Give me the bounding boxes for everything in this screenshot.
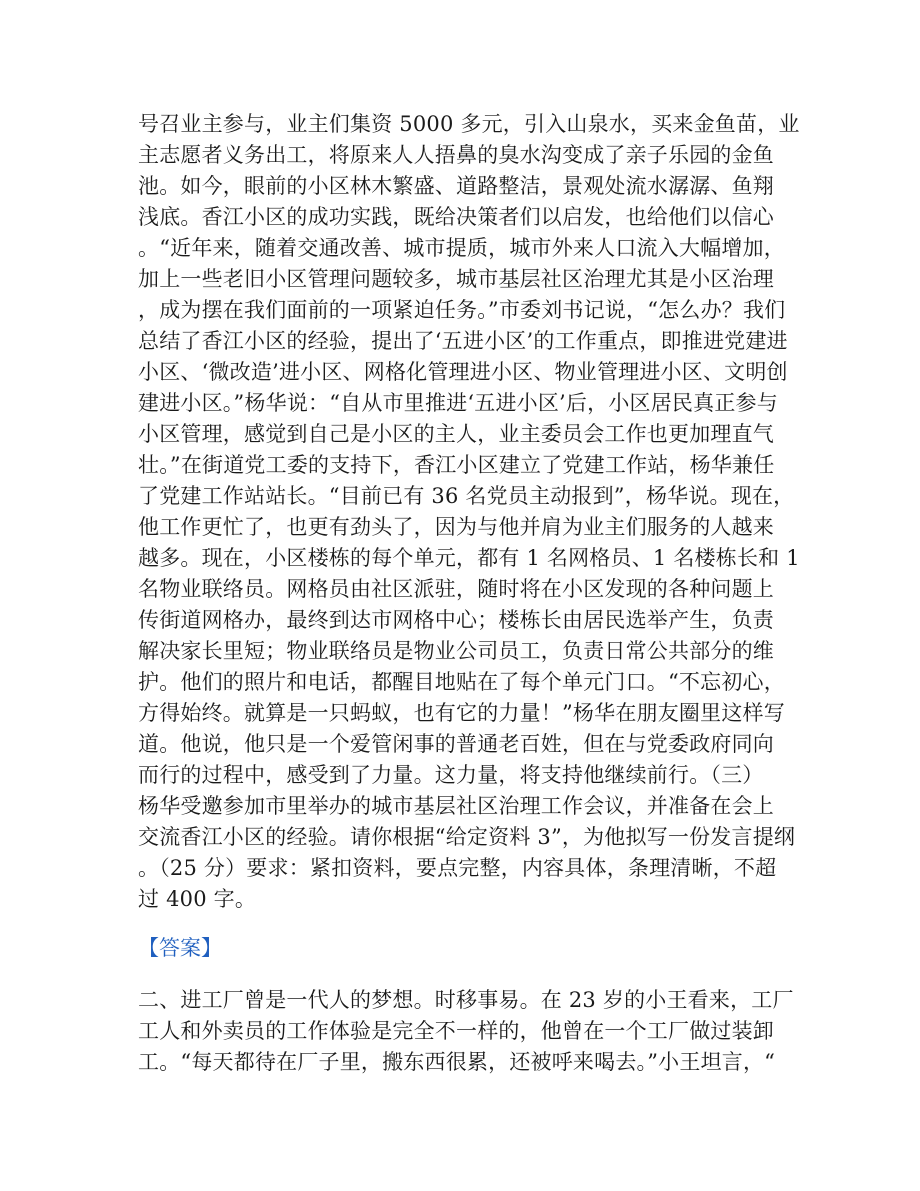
- body-text-line: 而行的过程中，感受到了力量。这力量，将支持他继续前行。（三）: [138, 763, 764, 787]
- body-text-line: 方得始终。就算是一只蚂蚁，也有它的力量！”杨华在朋友圈里这样写: [138, 701, 785, 725]
- body-text-line: 总结了香江小区的经验，提出了‘五进小区’的工作重点，即推进党建进: [138, 329, 788, 353]
- body-text-line: 小区管理，感觉到自己是小区的主人，业主委员会工作也更加理直气: [138, 422, 774, 446]
- body-text-line: 建进小区。”杨华说：“自从市里推进‘五进小区’后，小区居民真正参与: [138, 391, 778, 415]
- body-text-line: 池。如今，眼前的小区林木繁盛、道路整洁，景观处流水潺潺、鱼翔: [138, 174, 774, 198]
- body-text-line: 。（25 分）要求：紧扣资料，要点完整，内容具体，条理清晰，不超: [138, 856, 777, 880]
- body-text-line: 交流香江小区的经验。请你根据“给定资料 3”，为他拟写一份发言提纲: [138, 825, 796, 849]
- body-text-line: 主志愿者义务出工，将原来人人捂鼻的臭水沟变成了亲子乐园的金鱼: [138, 143, 774, 167]
- body-text-line: 加上一些老旧小区管理问题较多，城市基层社区治理尤其是小区治理: [138, 267, 774, 291]
- answer-text-line: 工。“每天都待在厂子里，搬东西很累，还被呼来喝去。”小王坦言，“: [138, 1050, 776, 1074]
- body-text-line: 杨华受邀参加市里举办的城市基层社区治理工作会议，并准备在会上: [138, 794, 774, 818]
- body-text-line: 小区、‘微改造’进小区、网格化管理进小区、物业管理进小区、文明创: [138, 360, 788, 384]
- body-text-line: 。“近年来，随着交通改善、城市提质，城市外来人口流入大幅增加，: [138, 236, 785, 260]
- body-text-line: 名物业联络员。网格员由社区派驻，随时将在小区发现的各种问题上: [138, 577, 774, 601]
- body-text-line: 壮。”在街道党工委的支持下，香江小区建立了党建工作站，杨华兼任: [138, 453, 775, 477]
- body-text-line: 道。他说，他只是一个爱管闲事的普通老百姓，但在与党委政府同向: [138, 732, 774, 756]
- body-text-line: 号召业主参与，业主们集资 5000 多元，引入山泉水，买来金鱼苗，业: [138, 112, 800, 136]
- body-text-line: 传街道网格办，最终到达市网格中心；楼栋长由居民选举产生，负责: [138, 608, 774, 632]
- body-text-line: 护。他们的照片和电话，都醒目地贴在了每个单元门口。“不忘初心，: [138, 670, 785, 694]
- body-text-line: ，成为摆在我们面前的一项紧迫任务。”市委刘书记说，“怎么办？我们: [138, 298, 786, 322]
- body-text-line: 了党建工作站站长。“目前已有 36 名党员主动报到”，杨华说。现在，: [138, 484, 795, 508]
- body-text-line: 过 400 字。: [138, 887, 257, 911]
- body-text-line: 浅底。香江小区的成功实践，既给决策者们以启发，也给他们以信心: [138, 205, 774, 229]
- answer-label: 【答案】: [138, 936, 222, 960]
- body-text-line: 越多。现在，小区楼栋的每个单元，都有 1 名网格员、1 名楼栋长和 1: [138, 546, 800, 570]
- body-text-line: 他工作更忙了，也更有劲头了，因为与他并肩为业主们服务的人越来: [138, 515, 774, 539]
- answer-text-line: 工人和外卖员的工作体验是完全不一样的，他曾在一个工厂做过装卸: [138, 1019, 774, 1043]
- body-text-line: 解决家长里短；物业联络员是物业公司员工，负责日常公共部分的维: [138, 639, 774, 663]
- answer-text-line: 二、进工厂曾是一代人的梦想。时移事易。在 23 岁的小王看来，工厂: [138, 988, 794, 1012]
